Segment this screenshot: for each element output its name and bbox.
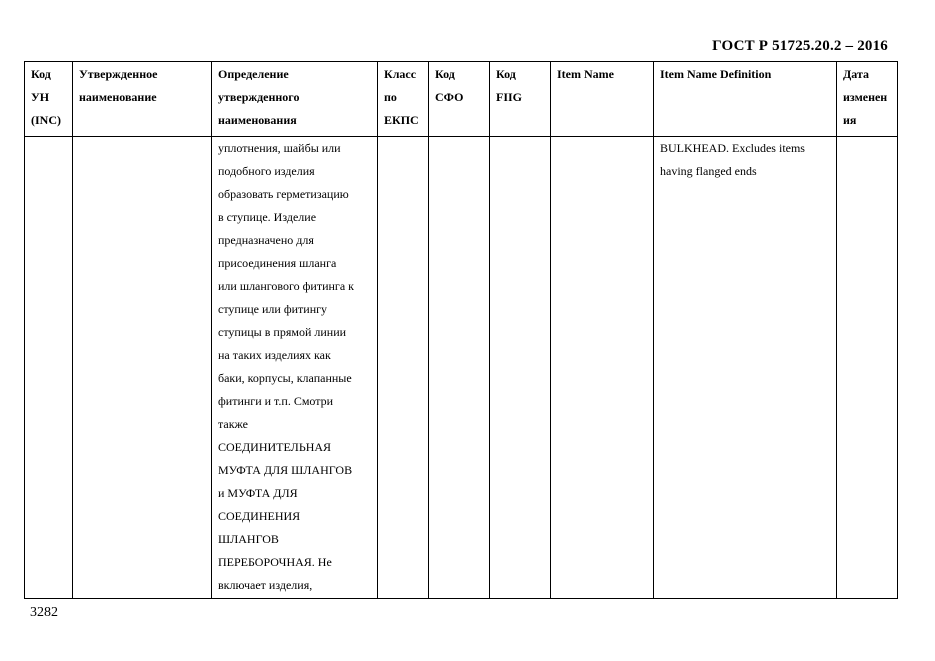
table-row	[25, 137, 898, 599]
page-number: 3282	[30, 605, 58, 620]
table-header-row	[25, 62, 898, 137]
cell-fiig	[490, 137, 551, 599]
column-header-fiig: Код FIIG	[490, 62, 551, 137]
cell-change-date	[837, 137, 898, 599]
column-header-inc: Код УН (INC)	[25, 62, 73, 137]
cell-inc	[25, 137, 73, 599]
column-header-ekps: Класс по ЕКПС	[378, 62, 429, 137]
cell-item-name-definition: BULKHEAD. Excludes items having flanged ends	[654, 137, 837, 599]
cell-ekps	[378, 137, 429, 599]
column-header-sfo: Код СФО	[429, 62, 490, 137]
column-header-change-date: Дата изменен ия	[837, 62, 898, 137]
cell-item-name	[551, 137, 654, 599]
document-header: ГОСТ Р 51725.20.2 – 2016	[712, 38, 888, 54]
column-header-definition: Определение утвержденного наименования	[212, 62, 378, 137]
nomenclature-table	[24, 61, 898, 599]
column-header-approved-name: Утвержденное наименование	[73, 62, 212, 137]
cell-approved-name	[73, 137, 212, 599]
column-header-item-name: Item Name	[551, 62, 654, 137]
column-header-item-name-definition: Item Name Definition	[654, 62, 837, 137]
cell-definition: уплотнения, шайбы или подобного изделия образовать герметизацию в ступице. Изделие предназначено для присоединения шланга или шлангового фитинга к ступице или фитингу ступицы в прямой линии на таких изделиях как баки, корпусы, клапанные фитинги и т.п. Смотри также СОЕДИНИТЕЛЬНАЯ МУФТА ДЛЯ ШЛАНГОВ и МУФТА ДЛЯ СОЕДИНЕНИЯ ШЛАНГОВ ПЕРЕБОРОЧНАЯ. Не включает изделия,	[212, 137, 378, 599]
cell-sfo	[429, 137, 490, 599]
